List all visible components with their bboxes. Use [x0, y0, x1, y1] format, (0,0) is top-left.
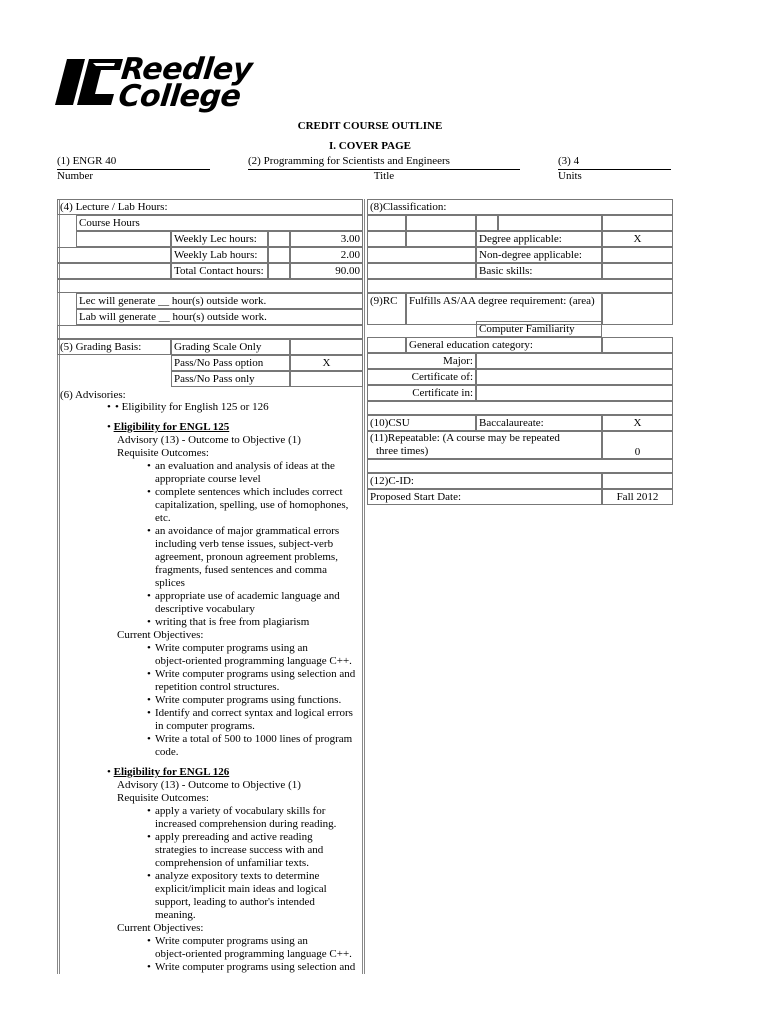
spacer-cell	[406, 215, 476, 231]
engl125-current: Current Objectives:	[117, 629, 204, 641]
gen-ed-label: General education category:	[406, 337, 602, 353]
list-item: • Write computer programs using selection and	[155, 961, 362, 974]
lab-generate-text: Lab will generate __ hour(s) outside work.	[76, 309, 363, 325]
document-title: CREDIT COURSE OUTLINE	[297, 120, 443, 132]
list-item: • appropriate use of academic language and descriptive vocabulary	[155, 590, 362, 616]
course-units: (3) 4	[558, 155, 671, 170]
course-title-label: Title	[373, 170, 395, 182]
left-frame-border	[57, 199, 60, 974]
weekly-lab-label: Weekly Lab hours:	[171, 247, 268, 263]
cid-value	[602, 473, 673, 489]
spacer-cell	[268, 247, 290, 263]
grading-option-pass-no-pass-mark: X	[290, 355, 363, 371]
rc-text: Fulfills AS/AA degree requirement: (area)	[406, 293, 602, 325]
cert-of-value	[476, 369, 673, 385]
course-title: (2) Programming for Scientists and Engineers	[248, 155, 520, 170]
cert-of-label: Certificate of:	[367, 369, 476, 385]
csu-label: (10)CSU	[367, 415, 476, 431]
spacer-cell	[268, 231, 290, 247]
grading-option-pass-only: Pass/No Pass only	[171, 371, 290, 387]
repeatable-label: (11)Repeatable: (A course may be repeated three times)	[367, 431, 602, 459]
spacer-cell	[476, 215, 498, 231]
spacer-row	[57, 279, 363, 293]
start-date-label: Proposed Start Date:	[367, 489, 602, 505]
spacer-row	[367, 401, 673, 415]
lecture-lab-hours-heading: (4) Lecture / Lab Hours:	[57, 199, 363, 215]
list-item: • an avoidance of major grammatical errors including verb tense issues, subject-verb agreement, pronoun agreement problems, fragments, fused sentences and comma splices	[155, 525, 362, 590]
list-item: • Write a total of 500 to 1000 lines of program code.	[155, 733, 362, 759]
weekly-lec-value: 3.00	[290, 231, 363, 247]
spacer-row	[367, 459, 673, 473]
list-item: • apply prereading and active reading strategies to increase success with and comprehension of unfamiliar texts.	[155, 831, 362, 870]
spacer-row	[57, 325, 363, 339]
engl125-outcomes-list	[107, 460, 362, 629]
repeatable-value: 0	[602, 431, 673, 459]
list-item: • Write computer programs using selection and repetition control structures.	[155, 668, 362, 694]
spacer-cell	[367, 231, 406, 247]
start-date-value: Fall 2012	[602, 489, 673, 505]
course-number-label: Number	[57, 170, 94, 182]
spacer-cell	[268, 263, 290, 279]
course-units-label: Units	[558, 170, 582, 182]
engl126-requisite: Requisite Outcomes:	[117, 792, 209, 804]
gen-ed-value	[602, 337, 673, 353]
spacer-cell	[367, 247, 476, 263]
spacer-cell	[76, 231, 171, 247]
list-item: • writing that is free from plagiarism	[155, 616, 362, 629]
basic-skills-mark	[602, 263, 673, 279]
spacer-cell	[367, 337, 406, 353]
spacer-cell	[57, 263, 171, 279]
weekly-lec-label: Weekly Lec hours:	[171, 231, 268, 247]
grading-option-scale: Grading Scale Only	[171, 339, 290, 355]
spacer-cell	[367, 215, 406, 231]
engl125-title: Eligibility for ENGL 125	[113, 421, 230, 433]
rc-label: (9)RC	[367, 293, 406, 325]
course-number: (1) ENGR 40	[57, 155, 210, 170]
course-hours-label: Course Hours	[76, 215, 363, 231]
non-degree-mark	[602, 247, 673, 263]
list-item: • apply a variety of vocabulary skills for increased comprehension during reading.	[155, 805, 362, 831]
cert-in-label: Certificate in:	[367, 385, 476, 401]
total-contact-label: Total Contact hours:	[171, 263, 268, 279]
degree-applicable-label: Degree applicable:	[476, 231, 602, 247]
engl125-block: • Eligibility for ENGL 125 Advisory (13) - Outcome to Objective (1) Requisite Outcomes: • an evaluation and analysis of ideas at the appropriate course level • complete sentences which includes correct capitalization, spelling, use of homophones, etc. • an avoidance of major grammatical errors including verb tense issues, subject-verb agreement, pronoun agreement problems, fragments, fused sentences and comma splices • appropriate use of academic language and descriptive vocabulary • writing that is free from plagiarism Current Objectives: • Write computer programs using an object-oriented programming language C++. • Write computer programs using selection and repetition control structures. • Write computer programs using functions. • Identify and correct syntax and logical errors in computer programs. • Write a total of 500 to 1000 lines of program code.	[107, 421, 362, 759]
spacer-cell	[406, 231, 476, 247]
major-label: Major:	[367, 353, 476, 369]
engl126-current: Current Objectives:	[117, 922, 204, 934]
spacer-cell	[57, 247, 171, 263]
classification-heading: (8)Classification:	[367, 199, 673, 215]
advisories-heading: (6) Advisories:	[60, 389, 126, 401]
grading-option-pass-only-mark	[290, 371, 363, 387]
engl125-objectives-list	[107, 642, 362, 759]
eligibility-summary: • Eligibility for English 125 or 126	[115, 401, 269, 413]
total-contact-value: 90.00	[290, 263, 363, 279]
spacer-cell	[602, 215, 673, 231]
computer-familiarity-label: Computer Familiarity	[476, 321, 602, 337]
list-item: • complete sentences which includes correct capitalization, spelling, use of homophones, etc.	[155, 486, 362, 525]
major-value	[476, 353, 673, 369]
spacer-row	[367, 279, 673, 293]
engl126-block: • Eligibility for ENGL 126 Advisory (13) - Outcome to Objective (1) Requisite Outcomes: • apply a variety of vocabulary skills for increased comprehension during reading. • apply prereading and active reading strategies to increase success with and comprehension of unfamiliar texts. • analyze expository texts to determine explicit/implicit main ideas and logical support, leading to author's intended meaning. Current Objectives: • Write computer programs using an object-oriented programming language C++. • Write computer programs using selection and	[107, 766, 362, 974]
degree-applicable-mark: X	[602, 231, 673, 247]
list-item: • Identify and correct syntax and logical errors in computer programs.	[155, 707, 362, 733]
cert-in-value	[476, 385, 673, 401]
engl125-advisory: Advisory (13) - Outcome to Objective (1)	[117, 434, 301, 446]
spacer-cell	[498, 215, 602, 231]
spacer-cell	[367, 263, 476, 279]
grading-basis-label: (5) Grading Basis:	[57, 339, 171, 355]
list-item: • Write computer programs using an object-oriented programming language C++.	[155, 642, 362, 668]
section-title: I. COVER PAGE	[329, 140, 411, 152]
lec-generate-text: Lec will generate __ hour(s) outside work.	[76, 293, 363, 309]
list-item: • analyze expository texts to determine explicit/implicit main ideas and logical support, leading to author's intended meaning.	[155, 870, 362, 922]
weekly-lab-value: 2.00	[290, 247, 363, 263]
engl125-requisite: Requisite Outcomes:	[117, 447, 209, 459]
basic-skills-label: Basic skills:	[476, 263, 602, 279]
baccalaureate-mark: X	[602, 415, 673, 431]
college-logo-icon	[55, 57, 125, 107]
engl126-title: Eligibility for ENGL 126	[113, 766, 230, 778]
list-item: • an evaluation and analysis of ideas at the appropriate course level	[155, 460, 362, 486]
non-degree-label: Non-degree applicable:	[476, 247, 602, 263]
college-logo-text: Reedley College	[116, 52, 254, 114]
grading-option-pass-no-pass: Pass/No Pass option	[171, 355, 290, 371]
engl126-advisory: Advisory (13) - Outcome to Objective (1)	[117, 779, 301, 791]
engl126-outcomes-list	[107, 805, 362, 922]
cid-label: (12)C-ID:	[367, 473, 602, 489]
baccalaureate-label: Baccalaureate:	[476, 415, 602, 431]
list-item: • Write computer programs using an object-oriented programming language C++.	[155, 935, 362, 961]
grading-option-scale-mark	[290, 339, 363, 355]
engl126-objectives-list	[107, 935, 362, 974]
list-item: • Write computer programs using functions.	[155, 694, 362, 707]
rc-value	[602, 293, 673, 325]
